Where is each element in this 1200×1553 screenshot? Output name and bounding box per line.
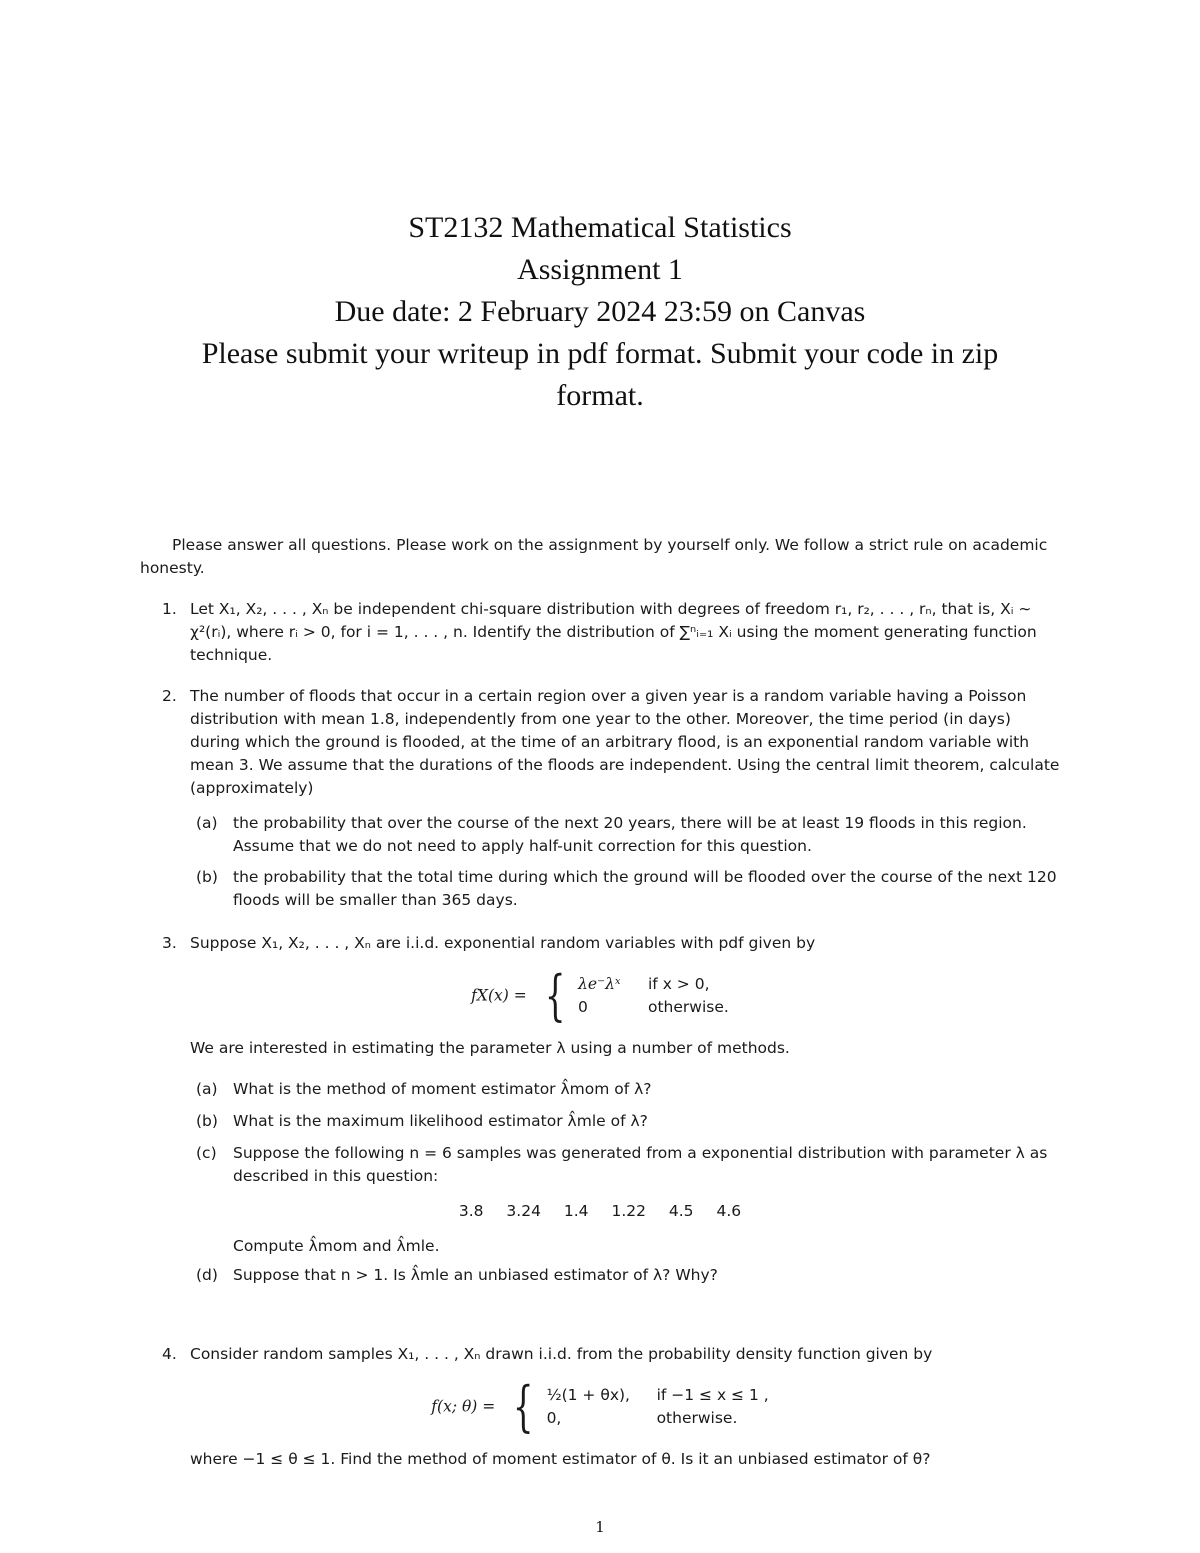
subquestion-text: What is the method of moment estimator λ̂mom of λ? — [233, 1080, 652, 1098]
case-row — [578, 973, 729, 996]
course-title: ST2132 Mathematical Statistics — [408, 211, 792, 244]
subquestion-text: What is the maximum likelihood estimator λ̂mle of λ? — [233, 1112, 648, 1130]
subquestion-label: (a) — [196, 814, 218, 832]
question-text: Let X₁, X₂, . . . , Xₙ be independent chi-square distribution with degrees of freedom r₁, r₂, . . . , rₙ, that is, Xᵢ ∼ χ²(rᵢ), where rᵢ > 0, for i = 1, . . . , n. Identify the distribution of ∑ⁿᵢ₌₁ Xᵢ using the moment generating function technique. — [190, 600, 1037, 664]
page-number: 1 — [595, 1518, 605, 1536]
question-text: Suppose X₁, X₂, . . . , Xₙ are i.i.d. exponential random variables with pdf given by — [190, 934, 816, 952]
case-condition: otherwise. — [648, 998, 729, 1016]
subquestion-3b — [190, 1110, 1060, 1133]
question-3 — [140, 932, 1060, 1287]
question-text: Consider random samples X₁, . . . , Xₙ drawn i.i.d. from the probability density function given by — [190, 1345, 933, 1363]
case-row — [547, 1407, 769, 1430]
case-row — [547, 1384, 769, 1407]
submission-instructions: Please submit your writeup in pdf format. Submit your code in zip — [201, 337, 999, 370]
subquestion-text: the probability that the total time during which the ground will be flooded over the course of the next 120 floods will be smaller than 365 days. — [233, 868, 1057, 909]
question-number: 1. — [162, 600, 177, 618]
subquestion-label: (c) — [196, 1144, 217, 1162]
submission-instructions-cont: format. — [556, 379, 644, 412]
sample-values: 3.8 3.24 1.4 1.22 4.5 4.6 — [458, 1202, 742, 1220]
subquestion-label: (b) — [196, 868, 218, 886]
subquestion-2b — [190, 866, 1060, 912]
question-number: 2. — [162, 687, 177, 705]
equation-lhs: fX(x) = — [471, 986, 527, 1005]
case-condition: if x > 0, — [648, 975, 710, 993]
question-text-continued: where −1 ≤ θ ≤ 1. Find the method of moment estimator of θ. Is it an unbiased estimator of θ? — [190, 1450, 931, 1468]
piecewise-cases — [532, 964, 729, 1027]
question-2 — [140, 685, 1060, 912]
question-text: The number of floods that occur in a certain region over a given year is a random variable having a Poisson distribution with mean 1.8, independently from one year to the other. Moreover, the time period (in days) during which the ground is flooded, at the time of an arbitrary flood, is an exponential random variable with mean 3. We assume that the durations of the floods are independent. Using the central limit theorem, calculate (approximately) — [190, 687, 1060, 797]
cases-body — [547, 1384, 769, 1430]
assignment-title: Assignment 1 — [517, 253, 683, 286]
subquestion-3c — [190, 1142, 1060, 1258]
subquestion-text: Suppose that n > 1. Is λ̂mle an unbiased estimator of λ? Why? — [233, 1266, 718, 1284]
case-expression: λe⁻λˣ — [578, 975, 621, 993]
question-number: 3. — [162, 934, 177, 952]
question-text-continued: We are interested in estimating the parameter λ using a number of methods. — [190, 1039, 790, 1057]
equation-lhs: f(x; θ) = — [431, 1397, 496, 1416]
left-brace: { — [544, 964, 566, 1027]
case-condition: otherwise. — [656, 1409, 738, 1427]
piecewise-cases — [500, 1375, 769, 1438]
subquestion-label: (a) — [196, 1080, 218, 1098]
case-expression: 0 — [578, 998, 588, 1016]
title-block — [100, 207, 1100, 417]
subquestion-3a — [190, 1078, 1060, 1101]
subquestion-label: (d) — [196, 1266, 218, 1284]
subquestion-2a — [190, 812, 1060, 858]
case-row — [578, 996, 729, 1019]
subquestion-label: (b) — [196, 1112, 218, 1130]
subquestion-text-continued: Compute λ̂mom and λ̂mle. — [233, 1237, 440, 1255]
subquestion-3d — [190, 1264, 1060, 1287]
subquestion-text: the probability that over the course of the next 20 years, there will be at least 19 floods in this region. Assume that we do not need to apply half-unit correction for this question. — [233, 814, 1027, 855]
due-date: Due date: 2 February 2024 23:59 on Canvas — [334, 295, 866, 328]
intro-paragraph: Please answer all questions. Please work on the assignment by yourself only. We follow a strict rule on academic honesty. — [140, 536, 1048, 577]
case-expression: 0, — [546, 1409, 562, 1427]
subquestion-text: Suppose the following n = 6 samples was generated from a exponential distribution with parameter λ as described in this question: — [233, 1144, 1048, 1185]
pdf-equation — [140, 1375, 1060, 1438]
question-number: 4. — [162, 1345, 177, 1363]
cases-body — [578, 973, 729, 1019]
case-expression: ½(1 + θx), — [546, 1386, 630, 1404]
case-condition: if −1 ≤ x ≤ 1 , — [656, 1386, 769, 1404]
question-4 — [140, 1343, 1060, 1471]
question-1 — [140, 598, 1060, 667]
pdf-equation — [140, 964, 1060, 1027]
left-brace: { — [513, 1375, 534, 1438]
